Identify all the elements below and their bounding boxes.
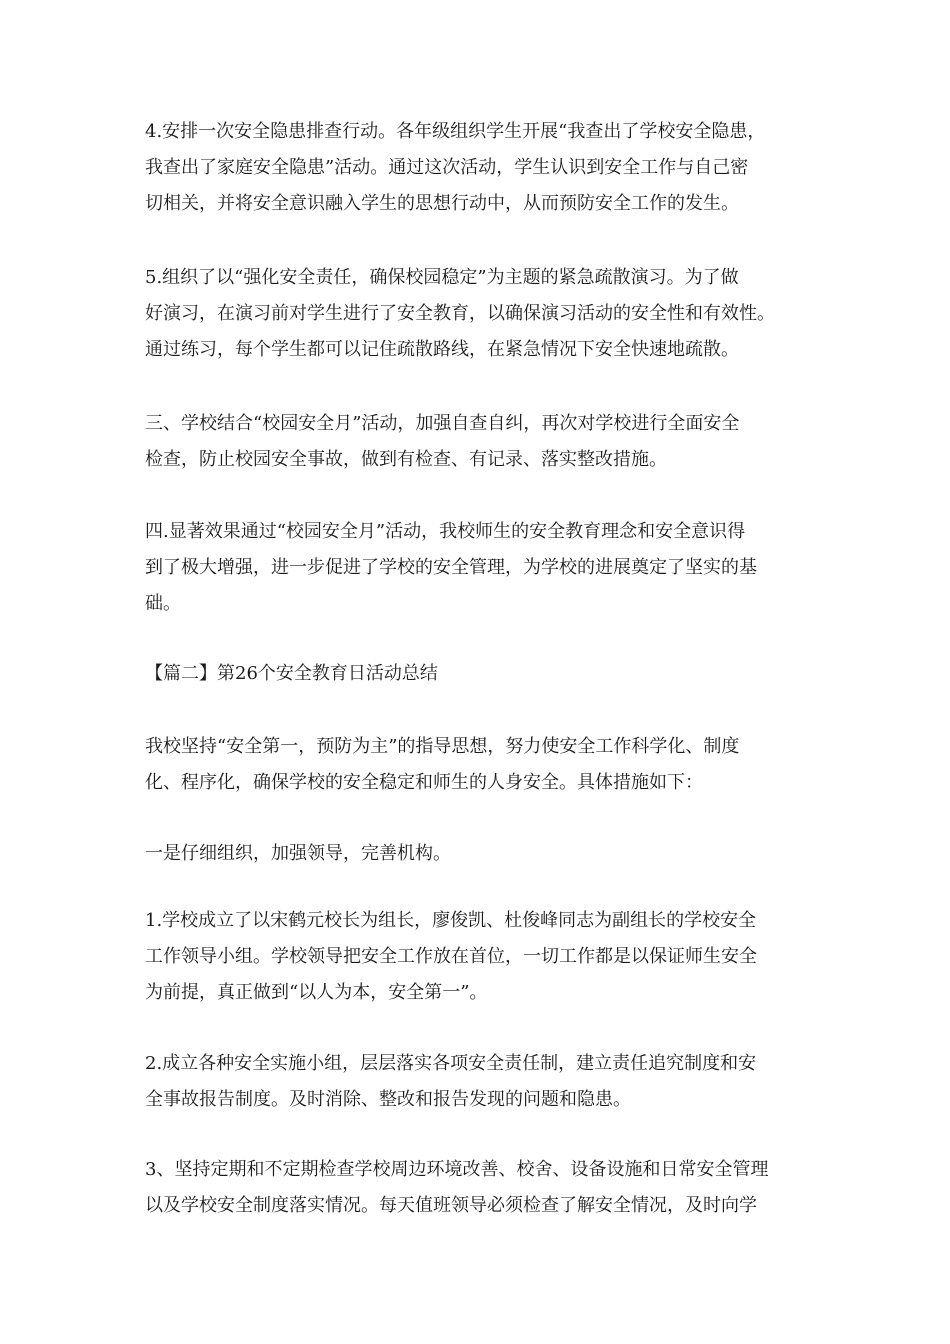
text-line: 四.显著效果通过“校园安全月”活动，我校师生的安全教育理念和安全意识得 <box>145 521 746 542</box>
text-line: 好演习，在演习前对学生进行了安全教育，以确保演习活动的安全性和有效性。 <box>145 303 775 324</box>
text-line: 三、学校结合“校园安全月”活动，加强自查自纠，再次对学校进行全面安全 <box>145 413 740 434</box>
text-line: 切相关，并将安全意识融入学生的思想行动中，从而预防安全工作的发生。 <box>145 193 739 214</box>
paragraph-item-3-inspections <box>145 1152 815 1224</box>
text-line: 为前提，真正做到“以人为本，安全第一”。 <box>145 982 488 1003</box>
text-line: 检查，防止校园安全事故，做到有检查、有记录、落实整改措施。 <box>145 449 667 470</box>
text-line: 我校坚持“安全第一，预防为主”的指导思想，努力使安全工作科学化、制度 <box>145 736 740 757</box>
paragraph-guiding-principle <box>145 729 815 801</box>
text-line: 4.安排一次安全隐患排查行动。各年级组织学生开展“我查出了学校安全隐患， <box>145 121 766 142</box>
text-line: 5.组织了以“强化安全责任，确保校园稳定”为主题的紧急疏散演习。为了做 <box>145 267 739 288</box>
text-line: 3、坚持定期和不定期检查学校周边环境改善、校舍、设备设施和日常安全管理 <box>145 1159 769 1180</box>
paragraph-section-4-results <box>145 514 815 622</box>
paragraph-section-3-safety-month <box>145 406 815 478</box>
text-line: 工作领导小组。学校领导把安全工作放在首位，一切工作都是以保证师生安全 <box>145 946 757 967</box>
paragraph-point-one <box>145 836 815 872</box>
text-line: 全事故报告制度。及时消除、整改和报告发现的问题和隐患。 <box>145 1089 631 1110</box>
paragraph-item-2-responsibility <box>145 1046 815 1118</box>
text-line: 我查出了家庭安全隐患”活动。通过这次活动，学生认识到安全工作与自己密 <box>145 157 749 178</box>
paragraph-item-1-leadership-group <box>145 903 815 1011</box>
text-line: 通过练习，每个学生都可以记住疏散路线，在紧急情况下安全快速地疏散。 <box>145 339 739 360</box>
paragraph-item-5-evacuation-drill <box>145 260 815 368</box>
text-line: 【篇二】第26个安全教育日活动总结 <box>145 663 438 684</box>
text-line: 到了极大增强，进一步促进了学校的安全管理，为学校的进展奠定了坚实的基 <box>145 557 757 578</box>
text-line: 以及学校安全制度落实情况。每天值班领导必须检查了解安全情况，及时向学 <box>145 1195 757 1216</box>
text-line: 一是仔细组织，加强领导，完善机构。 <box>145 843 451 864</box>
section-heading-part-two <box>145 656 815 692</box>
text-line: 1.学校成立了以宋鹤元校长为组长，廖俊凯、杜俊峰同志为副组长的学校安全 <box>145 910 757 931</box>
text-line: 化、程序化，确保学校的安全稳定和师生的人身安全。具体措施如下： <box>145 772 703 793</box>
text-line: 础。 <box>145 593 181 614</box>
paragraph-item-4-hazard-inspection <box>145 114 815 222</box>
text-line: 2.成立各种安全实施小组，层层落实各项安全责任制，建立责任追究制度和安 <box>145 1053 757 1074</box>
